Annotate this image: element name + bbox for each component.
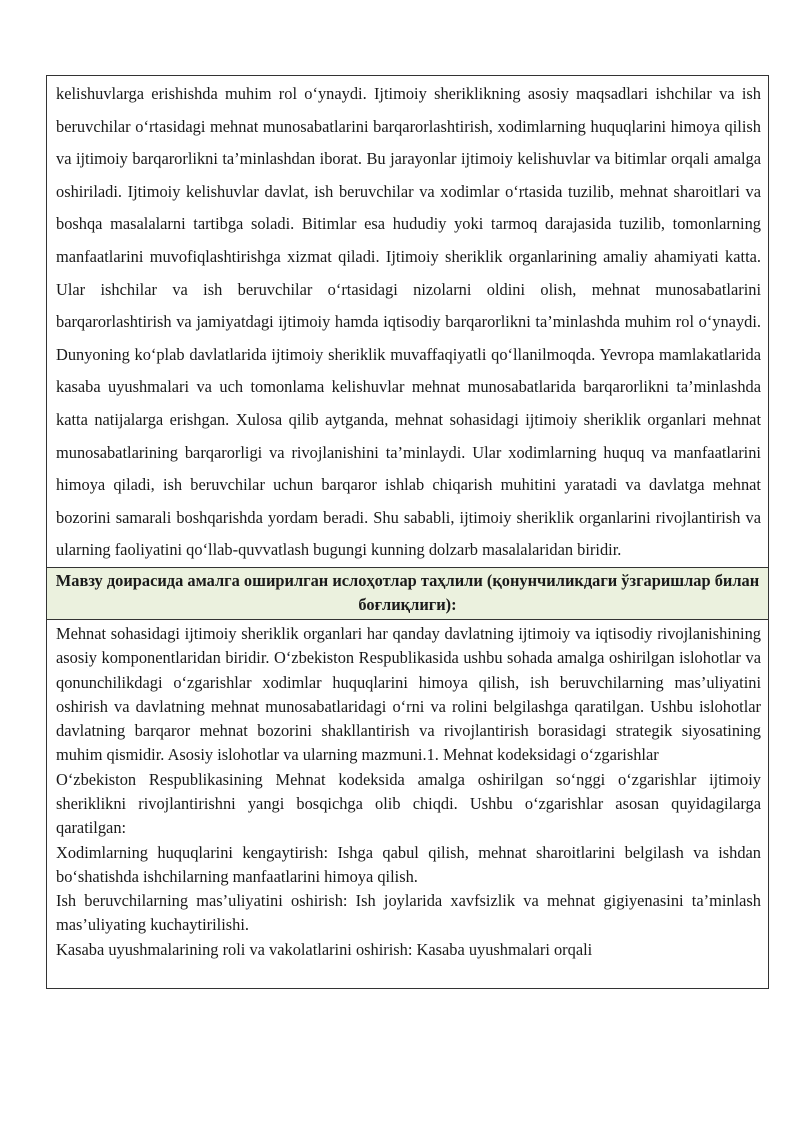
top-paragraph: kelishuvlarga erishishda muhim rol o‘ynaydi. Ijtimoiy sheriklikning asosiy maqsadlari ishchilar va ish beruvchilar o‘rtasidagi mehnat munosabatlarini barqarorlashtirish, xodimlarning huquqlarini himoya qilish va ijtimoiy barqarorlikni ta’minlashdan iborat. Bu jarayonlar ijtimoiy kelishuvlar va bitimlar orqali amalga oshiriladi. Ijtimoiy kelishuvlar davlat, ish beruvchilar va xodimlar o‘rtasida tuzilib, mehnat sharoitlari va boshqa masalalarni tartibga soladi. Bitimlar esa hududiy yoki tarmoq darajasida tuzilib, tomonlarning manfaatlarini muvofiqlashtirishga xizmat qiladi. Ijtimoiy sheriklik organlarining amaliy ahamiyati katta. Ular ishchilar va ish beruvchilar o‘rtasidagi nizolarni oldini olish, mehnat munosabatlarini barqarorlashtirish va jamiyatdagi ijtimoiy hamda iqtisodiy barqarorlikni ta’minlashda muhim rol o‘ynaydi. Dunyoning ko‘plab davlatlarida ijtimoiy sheriklik muvaffaqiyatli qo‘llanilmoqda. Yevropa mamlakatlarida kasaba uyushmalari va uch tomonlama kelishuvlar mehnat munosabatlarida barqarorlikni ta’minlashda katta natijalarga erishgan. Xulosa qilib aytganda, mehnat sohasidagi ijtimoiy sheriklik organlari mehnat munosabatlarining barqarorligi va rivojlanishini ta’minlaydi. Ular xodimlarning huquq va manfaatlarini himoya qiladi, ish beruvchilar uchun barqaror ishlab chiqarish muhitini yaratadi va davlatga mehnat bozorini samarali boshqarishda yordam beradi. Shu sababli, ijtimoiy sheriklik organlarini rivojlantirish va ularning faoliyatini qo‘llab-quvvatlash bugungi kunning dolzarb masalalaridan biridir. xyxy=(56,84,761,560)
bottom-text-cell xyxy=(47,620,768,988)
section-header-cell xyxy=(47,568,768,620)
paragraph-employer-responsibility: Ish beruvchilarning mas’uliyatini oshirish: Ish joylarida xavfsizlik va mehnat gigiyenasini ta’minlash mas’uliyating kuchaytirilishi. xyxy=(56,891,761,935)
top-text-cell xyxy=(47,76,768,568)
section-heading: Мавзу доирасида амалга оширилган ислоҳотлар таҳлили (қонунчиликдаги ўзгаришлар билан боғлиқлиги): xyxy=(55,570,760,614)
paragraph-employee-rights: Xodimlarning huquqlarini kengaytirish: Ishga qabul qilish, mehnat sharoitlarini belgilash va ishdan bo‘shatishda ishchilarning manfaatlarini himoya qilish. xyxy=(56,842,761,886)
document-table xyxy=(46,75,769,989)
paragraph-labor-code: O‘zbekiston Respublikasining Mehnat kodeksida amalga oshirilgan so‘nggi o‘zgarishlar ijtimoiy sheriklikni rivojlantirishni yangi bosqichga olib chiqdi. Ushbu o‘zgarishlar asosan quyidagilarga qaratilgan: xyxy=(56,769,761,838)
paragraph-intro: Mehnat sohasidagi ijtimoiy sheriklik organlari har qanday davlatning ijtimoiy va iqtisodiy rivojlanishining asosiy komponentlaridan biridir. O‘zbekiston Respublikasida ushbu sohada amalga oshirilgan islohotlar va qonunchilikdagi o‘zgarishlar xodimlar huquqlarini himoya qilish, ish beruvchilarning mas’uliyatini oshirish va davlatning mehnat munosabatlaridagi o‘rni va rolini belgilashga qaratilgan. Ushbu islohotlar davlatning barqaror mehnat bozorini shakllantirish va rivojlantirish borasidagi strategik siyosatining muhim qismidir. Asosiy islohotlar va ularning mazmuni.1. Mehnat kodeksidagi o‘zgarishlar xyxy=(56,623,761,765)
paragraph-trade-unions: Kasaba uyushmalarining roli va vakolatlarini oshirish: Kasaba uyushmalari orqali xyxy=(56,939,593,959)
